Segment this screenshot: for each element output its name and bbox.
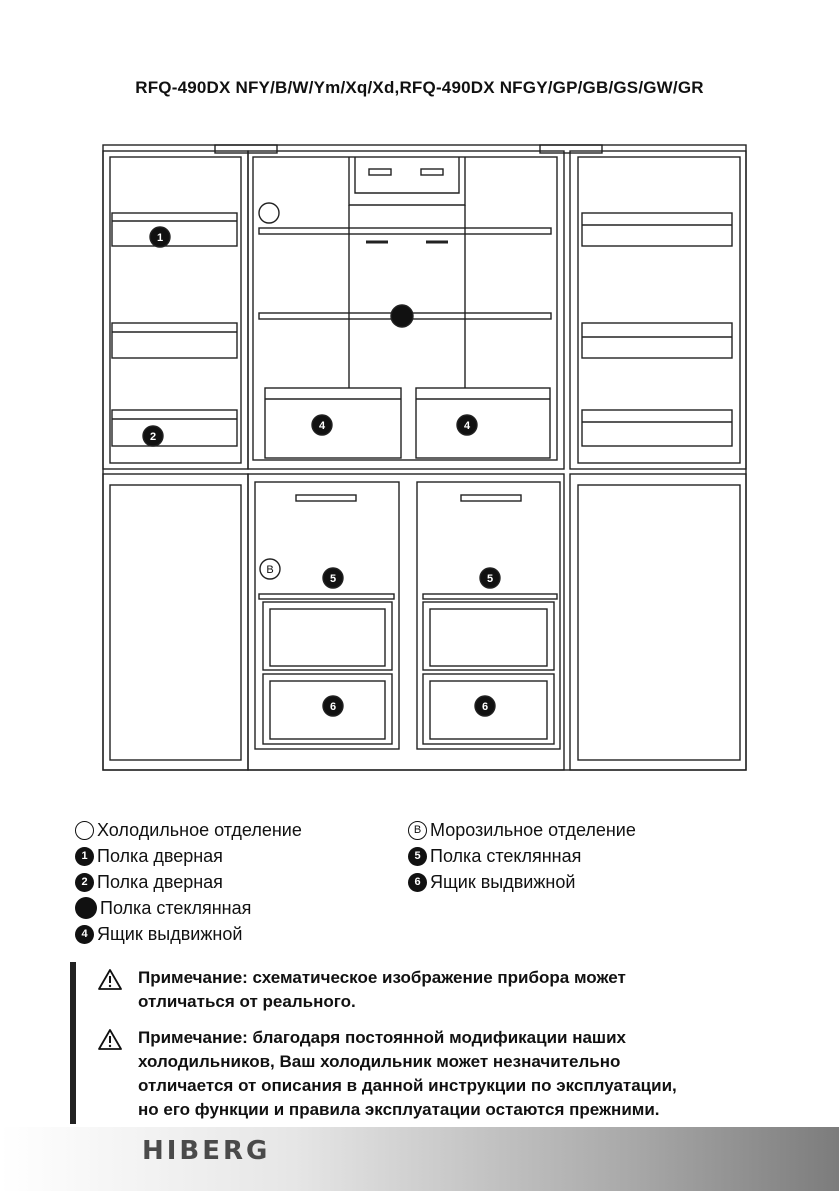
legend-item: [75, 895, 302, 921]
legend-left: [75, 817, 302, 947]
legend-marker: 6: [408, 873, 427, 892]
note-1: [98, 966, 626, 1014]
note-1-line-2: отличаться от реального.: [138, 992, 356, 1011]
note-2-line-4: но его функции и правила эксплуатации остаются прежними.: [138, 1100, 660, 1119]
note-2: [98, 1026, 677, 1122]
marker-glass-shelf: [391, 305, 413, 327]
svg-text:6: 6: [481, 701, 489, 713]
svg-text:4: 4: [463, 420, 471, 432]
legend-text: Полка стеклянная: [100, 898, 252, 918]
legend-text: Холодильное отделение: [97, 820, 302, 840]
marker-freezer: [260, 559, 280, 579]
svg-text:5: 5: [329, 573, 337, 585]
warning-icon: [98, 968, 122, 990]
lower-right-door: [570, 474, 746, 770]
marker-fridge-compartment: [259, 203, 279, 223]
right-hinge: [540, 145, 602, 153]
marker-4-left: [312, 415, 332, 435]
svg-text:5: 5: [486, 573, 494, 585]
marker-5-right: [480, 568, 500, 588]
air-duct: [349, 157, 465, 205]
legend-right: [408, 817, 636, 895]
legend-item: [75, 869, 302, 895]
svg-text:6: 6: [329, 701, 337, 713]
legend-marker: 1: [75, 847, 94, 866]
note-2-line-1: Примечание: благодаря постоянной модификации наших: [138, 1028, 627, 1047]
legend-item: [75, 817, 302, 843]
note-2-line-3: отличается от описания в данной инструкции по эксплуатации,: [138, 1076, 677, 1095]
legend-marker: 4: [75, 925, 94, 944]
door-shelf-2: [112, 410, 237, 446]
svg-text:1: 1: [156, 232, 164, 244]
notes-block: [70, 962, 796, 1124]
door-shelf-1: [112, 213, 237, 246]
glass-shelf-upper: [259, 228, 551, 234]
note-2-line-2: холодильников, Ваш холодильник может незначительно: [138, 1052, 621, 1071]
marker-6-right: [475, 696, 495, 716]
upper-left-door: [103, 151, 248, 469]
legend-text: Ящик выдвижной: [430, 872, 576, 892]
brand-logo: HIBERG: [142, 1136, 271, 1166]
legend-text: Полка дверная: [97, 872, 223, 892]
freezer-drawer-left-top: [263, 602, 392, 670]
legend-marker: [75, 897, 97, 919]
legend-text: Морозильное отделение: [430, 820, 636, 840]
door-shelf-right-bottom: [582, 410, 732, 446]
marker-4-right: [457, 415, 477, 435]
lower-left-door: [103, 474, 248, 770]
legend-item: [75, 843, 302, 869]
door-shelf-left-mid: [112, 323, 237, 358]
legend-marker: 2: [75, 873, 94, 892]
legend-marker: B: [408, 821, 427, 840]
svg-text:4: 4: [318, 420, 326, 432]
marker-1: [150, 227, 170, 247]
legend-text: Полка стеклянная: [430, 846, 582, 866]
svg-text:2: 2: [149, 431, 157, 443]
legend-text: Ящик выдвижной: [97, 924, 243, 944]
door-shelf-right-top: [582, 213, 732, 246]
freezer-drawer-right-top: [423, 602, 554, 670]
freezer-compartment: [248, 474, 564, 770]
document-title: RFQ-490DX NFY/B/W/Ym/Xq/Xd,RFQ-490DX NFGY/GP/GB/GS/GW/GR: [135, 78, 704, 97]
freezer-shelf-right: [423, 594, 557, 599]
svg-text:B: B: [266, 564, 274, 576]
display-right: [461, 495, 521, 501]
legend-item: [408, 817, 636, 843]
warning-icon: [98, 1028, 122, 1050]
left-hinge: [215, 145, 277, 153]
display-left: [296, 495, 356, 501]
legend-marker: 5: [408, 847, 427, 866]
legend-item: [75, 921, 302, 947]
marker-2: [143, 426, 163, 446]
footer-bar: [0, 1127, 839, 1191]
door-shelf-right-mid: [582, 323, 732, 358]
marker-5-left: [323, 568, 343, 588]
note-1-line-1: Примечание: схематическое изображение прибора может: [138, 968, 626, 987]
legend-item: [408, 843, 636, 869]
legend-item: [408, 869, 636, 895]
marker-6-left: [323, 696, 343, 716]
legend-text: Полка дверная: [97, 846, 223, 866]
legend-marker: [75, 821, 94, 840]
freezer-shelf-left: [259, 594, 394, 599]
